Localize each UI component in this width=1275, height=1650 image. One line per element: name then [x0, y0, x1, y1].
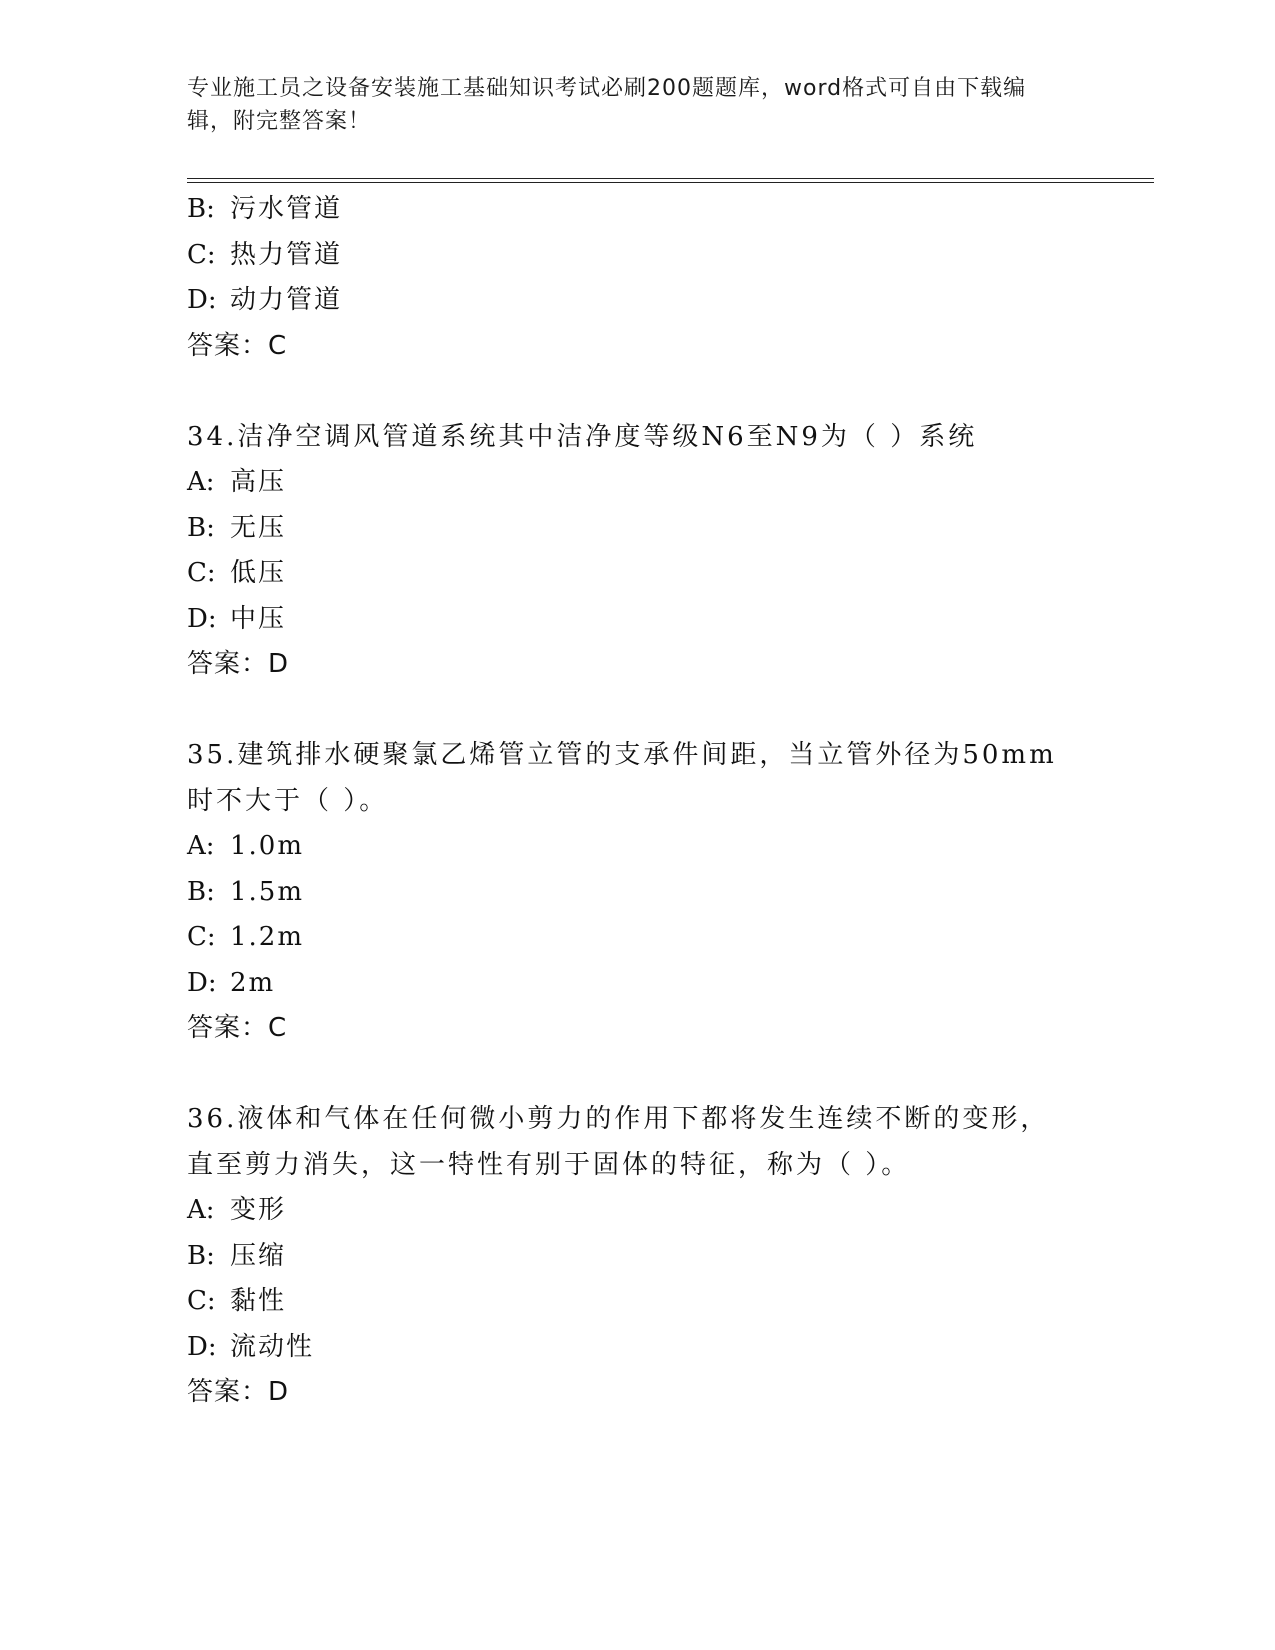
- option-label: A:: [187, 831, 215, 861]
- spacer: [187, 688, 1087, 734]
- option-text: 流动性: [230, 1331, 315, 1362]
- question-36: [187, 1097, 1087, 1416]
- option-b: [187, 506, 1087, 552]
- question-text: 34.洁净空调风管道系统其中洁净度等级N6至N9为（ ）系统: [187, 421, 978, 452]
- option-c: [187, 1279, 1087, 1325]
- option-text: 1.5m: [230, 876, 305, 907]
- option-text: 中压: [230, 603, 287, 634]
- prev-question-block: [187, 187, 1087, 369]
- option-label: A:: [187, 467, 215, 497]
- option-label: B:: [187, 876, 215, 907]
- spacer: [187, 369, 1087, 415]
- option-label: D:: [187, 1331, 217, 1362]
- option-a: [187, 824, 1087, 870]
- option-label: D:: [187, 603, 217, 634]
- option-text: 污水管道: [230, 194, 343, 224]
- answer-line: 答案：C: [187, 1013, 288, 1043]
- option-text: 2m: [230, 967, 276, 998]
- answer-line: 答案：D: [187, 1377, 290, 1407]
- option-c: [187, 233, 1087, 279]
- question-34: [187, 415, 1087, 688]
- option-text: 无压: [230, 512, 287, 543]
- option-d: [187, 597, 1087, 643]
- option-c: [187, 915, 1087, 961]
- option-text: 高压: [230, 467, 287, 497]
- option-c: [187, 551, 1087, 597]
- option-d: [187, 961, 1087, 1007]
- option-text: 动力管道: [230, 285, 343, 315]
- option-text: 热力管道: [230, 239, 343, 270]
- spacer: [187, 1052, 1087, 1098]
- option-text: 1.0m: [230, 831, 305, 861]
- option-label: C:: [187, 1286, 216, 1316]
- option-label: B:: [187, 1240, 215, 1271]
- header-divider: [187, 178, 1154, 183]
- option-a: [187, 1188, 1087, 1234]
- document-header: 专业施工员之设备安装施工基础知识考试必刷200题题库，word格式可自由下载编辑，附完整答案！: [187, 76, 1027, 134]
- option-label: D:: [187, 285, 217, 315]
- option-b: [187, 870, 1087, 916]
- option-label: A:: [187, 1195, 215, 1225]
- option-a: [187, 460, 1087, 506]
- option-b: [187, 1234, 1087, 1280]
- option-label: C:: [187, 558, 216, 588]
- option-label: B:: [187, 512, 215, 543]
- question-text: 36.液体和气体在任何微小剪力的作用下都将发生连续不断的变形，直至剪力消失，这一特性有别于固体的特征，称为（ ）。: [187, 1104, 1050, 1180]
- option-text: 1.2m: [230, 922, 305, 952]
- option-d: [187, 278, 1087, 324]
- answer-line: 答案：D: [187, 649, 290, 679]
- option-text: 变形: [230, 1195, 287, 1225]
- option-text: 压缩: [230, 1240, 287, 1271]
- option-d: [187, 1325, 1087, 1371]
- option-label: D:: [187, 967, 217, 998]
- answer-line: 答案：C: [187, 330, 288, 361]
- question-text: 35.建筑排水硬聚氯乙烯管立管的支承件间距，当立管外径为50mm时不大于（ ）。: [187, 740, 1057, 816]
- option-label: C:: [187, 922, 216, 952]
- option-label: C:: [187, 239, 216, 270]
- option-text: 黏性: [230, 1286, 287, 1316]
- option-label: B:: [187, 194, 215, 224]
- question-35: [187, 733, 1087, 1052]
- option-text: 低压: [230, 558, 287, 588]
- question-list: [187, 187, 1087, 1416]
- option-b: [187, 187, 1087, 233]
